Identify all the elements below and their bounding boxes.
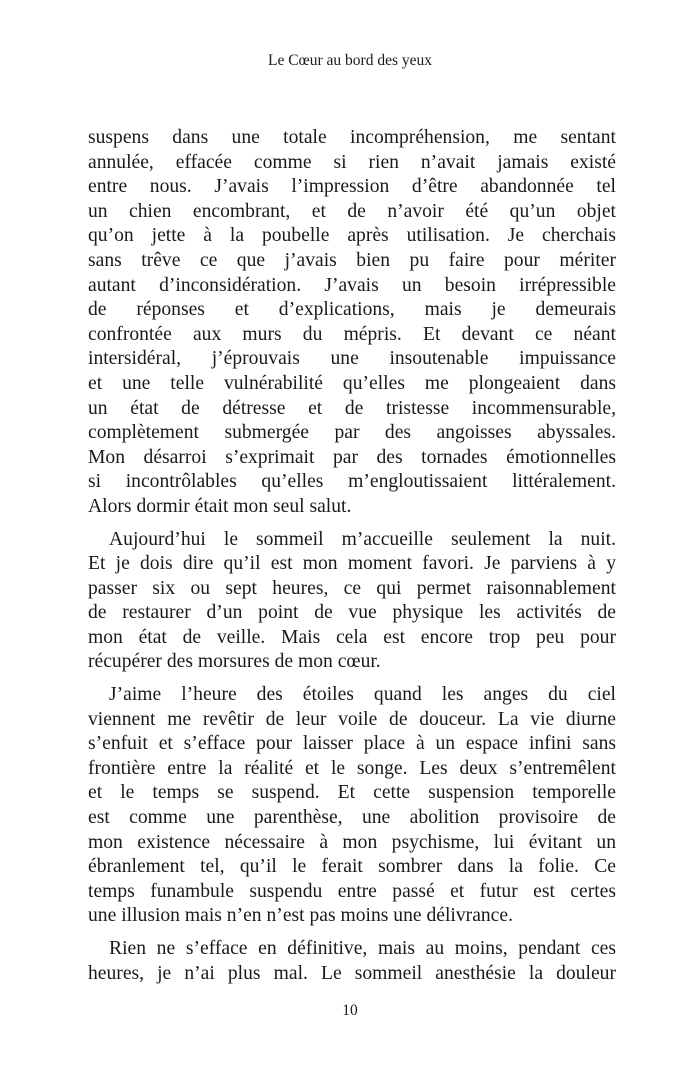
running-title: Le Cœur au bord des yeux [268,52,432,69]
text-line: J’aime l’heure des étoiles quand les anges du ciel [109,684,616,706]
text-line: complètement submergée par des angoisses abyssales. [88,422,616,444]
paragraph-gap [88,675,616,683]
text-line: récupérer des morsures de mon cœur. [88,651,381,673]
paragraph [88,937,616,986]
text-line: frontière entre la réalité et le songe. Les deux s’entremêlent [88,757,616,779]
text-line: mon existence nécessaire à mon psychisme, lui évitant un [88,831,616,853]
text-line: s’enfuit et s’efface pour laisser place à un espace infini sans [88,733,616,755]
text-line: mon état de veille. Mais cela est encore trop peu pour [88,626,616,648]
paragraph [88,683,616,929]
text-line: Alors dormir était mon seul salut. [88,495,352,517]
text-line: ébranlement tel, qu’il le ferait sombrer dans la folie. Ce [88,856,616,878]
text-line: annulée, effacée comme si rien n’avait jamais existé [88,151,616,173]
text-line: confrontée aux murs du mépris. Et devant ce néant [88,323,616,345]
text-line: heures, je n’ai plus mal. Le sommeil anesthésie la douleur [88,962,616,984]
text-line: est comme une parenthèse, une abolition provisoire de [88,807,616,829]
text-line: un chien encombrant, et de n’avoir été qu’un objet [88,200,616,222]
text-line: entre nous. J’avais l’impression d’être abandonnée tel [88,176,616,198]
paragraph-gap [88,520,616,528]
text-line: de restaurer d’un point de vue physique les activités de [88,602,616,624]
text-line: de réponses et d’explications, mais je demeurais [88,299,616,321]
text-line: Aujourd’hui le sommeil m’accueille seulement la nuit. [109,528,616,550]
text-line: Rien ne s’efface en définitive, mais au moins, pendant ces [109,938,616,959]
text-line: temps funambule suspendu entre passé et futur est certes [88,880,616,902]
text-line: si incontrôlables qu’elles m’engloutissaient littéralement. [88,471,616,493]
text-line: Et je dois dire qu’il est mon moment favori. Je parviens à y [88,553,616,575]
text-line: passer six ou sept heures, ce qui permet raisonnablement [88,577,616,599]
text-line: et le temps se suspend. Et cette suspension temporelle [88,782,616,804]
text-line: intersidéral, j’éprouvais une insoutenable impuissance [88,348,616,370]
text-line: suspens dans une totale incompréhension, me sentant [88,127,616,148]
text-line: une illusion mais n’en n’est pas moins une délivrance. [88,905,513,927]
body-text [88,126,616,986]
page-number: 10 [342,1002,358,1019]
text-line: et une telle vulnérabilité qu’elles me plongeaient dans [88,372,616,394]
paragraph-gap [88,929,616,937]
text-line: Mon désarroi s’exprimait par des tornades émotionnelles [88,446,616,468]
text-line: viennent me revêtir de leur voile de douceur. La vie diurne [88,708,616,730]
text-line: sans trêve ce que j’avais bien pu faire pour mériter [88,249,616,271]
text-line: qu’on jette à la poubelle après utilisation. Je cherchais [88,225,616,247]
paragraph [88,528,616,676]
paragraph [88,126,616,520]
text-line: un état de détresse et de tristesse incommensurable, [88,397,616,419]
text-line: autant d’inconsidération. J’avais un besoin irrépressible [88,274,616,296]
